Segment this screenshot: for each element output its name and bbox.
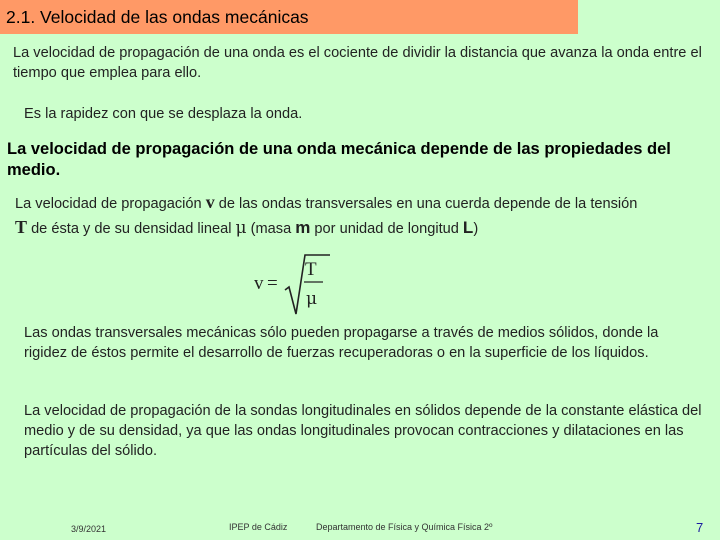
text-run: por unidad de longitud [310,221,463,237]
symbol-T: T [15,217,28,237]
page-number: 7 [696,520,704,535]
text-run: ) [473,221,479,237]
slide-title: 2.1. Velocidad de las ondas mecánicas [6,7,309,27]
title-bar [0,0,578,34]
string-velocity-paragraph [15,191,715,241]
formula-numerator: T [305,259,317,280]
symbol-m: m [295,218,311,237]
formula-equals: = [267,273,278,294]
rapidez-paragraph: Es la rapidez con que se desplaza la onda. [24,106,303,122]
intro-paragraph: La velocidad de propagación de una onda es el cociente de dividir la distancia que avanza la onda entre el tiempo que emplea para ello. [13,45,702,81]
velocity-formula [252,252,332,318]
formula-lhs: v [254,273,264,294]
text-run: de las ondas transversales en una cuerda depende de la tensión [214,196,638,212]
footer-school: IPEP de Cádiz [229,522,288,532]
footer-department: Departamento de Física y Química Física 2º [316,522,493,532]
formula-denominator: μ [306,289,318,309]
transversal-paragraph: Las ondas transversales mecánicas sólo pueden propagarse a través de medios sólidos, donde la rigidez de éstos permite el desarrollo de fuerzas recuperadoras o en la superficie de los líquidos. [24,325,659,361]
symbol-mu: μ [235,218,247,238]
symbol-L: L [462,218,474,237]
text-run: La velocidad de propagación [15,196,206,212]
longitudinal-paragraph: La velocidad de propagación de la sondas longitudinales en sólidos depende de la constante elástica del medio y de su densidad, ya que las ondas longitudinales provocan contracciones y dilataciones en las partículas del sólido. [24,403,702,459]
section-heading: La velocidad de propagación de una onda mecánica depende de las propiedades del medio. [7,140,671,179]
symbol-v: v [205,192,215,212]
footer-date: 3/9/2021 [71,524,107,534]
text-run: (masa [246,221,296,237]
text-run: de ésta y de su densidad lineal [27,221,236,237]
